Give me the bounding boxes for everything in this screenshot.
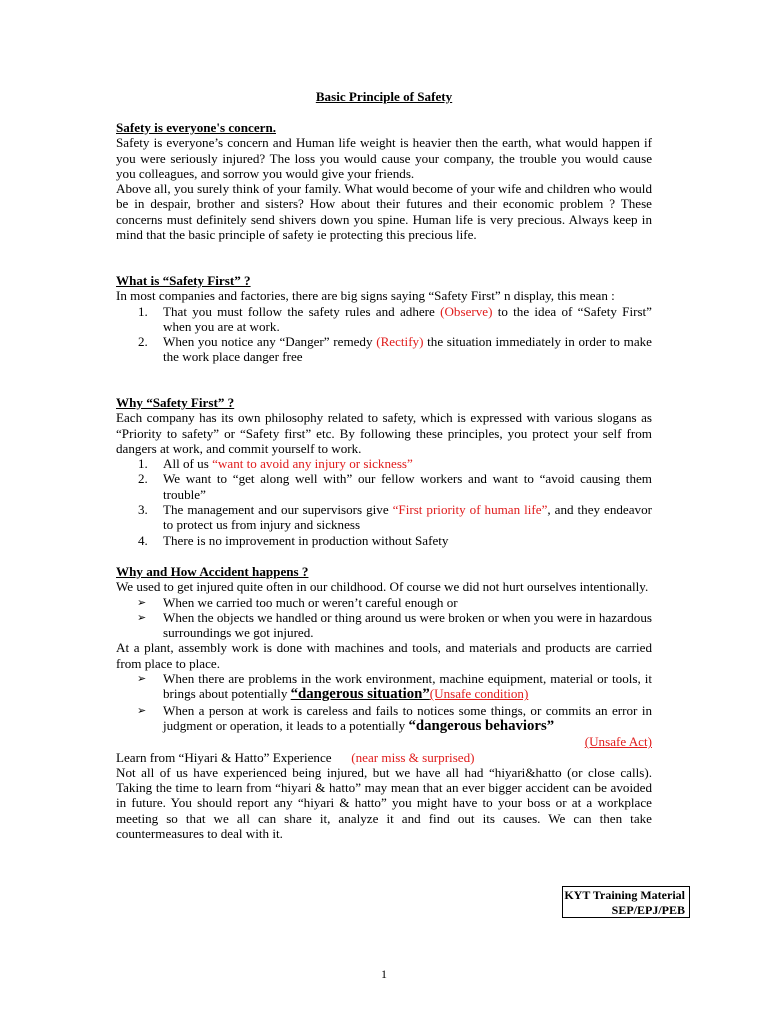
- list-item: 2. When you notice any “Danger” remedy (Rectify) the situation immediately in order to make the work place danger free: [138, 334, 652, 365]
- list-item: 4. There is no improvement in production without Safety: [138, 532, 449, 548]
- unsafe-act-label: (Unsafe Act): [584, 734, 652, 750]
- bullet-list: [116, 595, 652, 641]
- page-title: Basic Principle of Safety: [315, 89, 453, 104]
- arrow-bullet-icon: ➢: [137, 595, 147, 609]
- paragraph: We used to get injured quite often in our childhood. Of course we did not hurt ourselves intentionally.: [116, 579, 649, 595]
- unsafe-condition-label: (Unsafe condition): [429, 686, 529, 702]
- section-why-accident-happens: [116, 564, 652, 841]
- list-item: ➢ When we carried too much or weren’t careful enough or: [137, 594, 458, 610]
- list-item: 1. All of us “want to avoid any injury or sickness”: [138, 456, 413, 472]
- page-number: 1: [381, 967, 387, 981]
- arrow-bullet-icon: ➢: [137, 672, 147, 686]
- paragraph: Above all, you surely think of your family. What would become of your wife and children who would be in despair, brother and sisters? How about their futures and their economic problem ? These concerns must definitely send shivers down you spine. Human life is very precious. Always keep in mind that the basic principle of safety ie protecting this precious life.: [116, 181, 652, 243]
- list-item: ➢ When the objects we handled or thing around us were broken or when you were in hazardous surroundings we got injured.: [137, 609, 652, 641]
- paragraph: Each company has its own philosophy related to safety, which is expressed with various slogans as “Priority to safety” or “Safety first” etc. By following these principles, you protect your self from dangers at work, and commit yourself to work.: [116, 410, 652, 456]
- section-heading: Why and How Accident happens ?: [116, 564, 309, 579]
- paragraph: At a plant, assembly work is done with machines and tools, and materials and products are carried from place to place.: [116, 640, 652, 671]
- list-item: 1. That you must follow the safety rules and adhere (Observe) to the idea of “Safety First” when you are at work.: [138, 303, 652, 334]
- paragraph: In most companies and factories, there are big signs saying “Safety First” n display, this mean :: [116, 288, 615, 304]
- paragraph: Not all of us have experienced being injured, but we have all had “hiyari&hatto (or close calls). Taking the time to learn from “hiyari & hatto” may mean that an ever bigger accident can be avoided in future. You should report any “hiyari & hatto” you might have to your boss or at a workplace meeting so that we all can share it, analyze it and find out its causes. We can then take countermeasures to deal with it.: [116, 764, 652, 842]
- section-safety-concern: [116, 120, 652, 242]
- list-item: 3. The management and our supervisors give “First priority of human life”, and they endeavor to protect us from injury and sickness: [138, 502, 652, 533]
- footer-line-1: KYT Training Material: [564, 888, 685, 902]
- section-what-is-safety-first: [116, 273, 652, 365]
- numbered-list: [116, 304, 652, 365]
- list-item: 2. We want to “get along well with” our fellow workers and want to “avoid causing them trouble”: [138, 471, 652, 502]
- footer-line-2: SEP/EPJ/PEB: [611, 902, 685, 917]
- learn-line: Learn from “Hiyari & Hatto” Experience (near miss & surprised): [116, 749, 475, 765]
- list-item: ➢ When there are problems in the work environment, machine equipment, material or tools, it brings about potentially “dangerous situation”(Unsafe condition): [137, 671, 652, 703]
- arrow-bullet-icon: ➢: [137, 703, 147, 717]
- numbered-list: [116, 456, 652, 548]
- section-heading: What is “Safety First” ?: [116, 273, 251, 288]
- emphasis-text: “dangerous behaviors”: [408, 717, 555, 734]
- bullet-list: [116, 671, 652, 749]
- arrow-bullet-icon: ➢: [137, 610, 147, 624]
- section-heading: Why “Safety First” ?: [116, 395, 235, 410]
- paragraph: Safety is everyone’s concern and Human life weight is heavier then the earth, what would happen if you were seriously injured? The loss you would cause your company, the trouble you would cause you colleagues, and sorrow you would give your friends.: [116, 135, 652, 181]
- section-why-safety-first: [116, 395, 652, 548]
- footer-box: [562, 886, 690, 918]
- list-item: ➢ When a person at work is careless and fails to notices some things, or commits an error in judgment or operation, it leads to a potentially “dangerous behaviors” (Unsafe Act): [137, 702, 652, 750]
- emphasis-text: “dangerous situation”: [290, 686, 430, 703]
- section-heading: Safety is everyone's concern.: [116, 120, 276, 135]
